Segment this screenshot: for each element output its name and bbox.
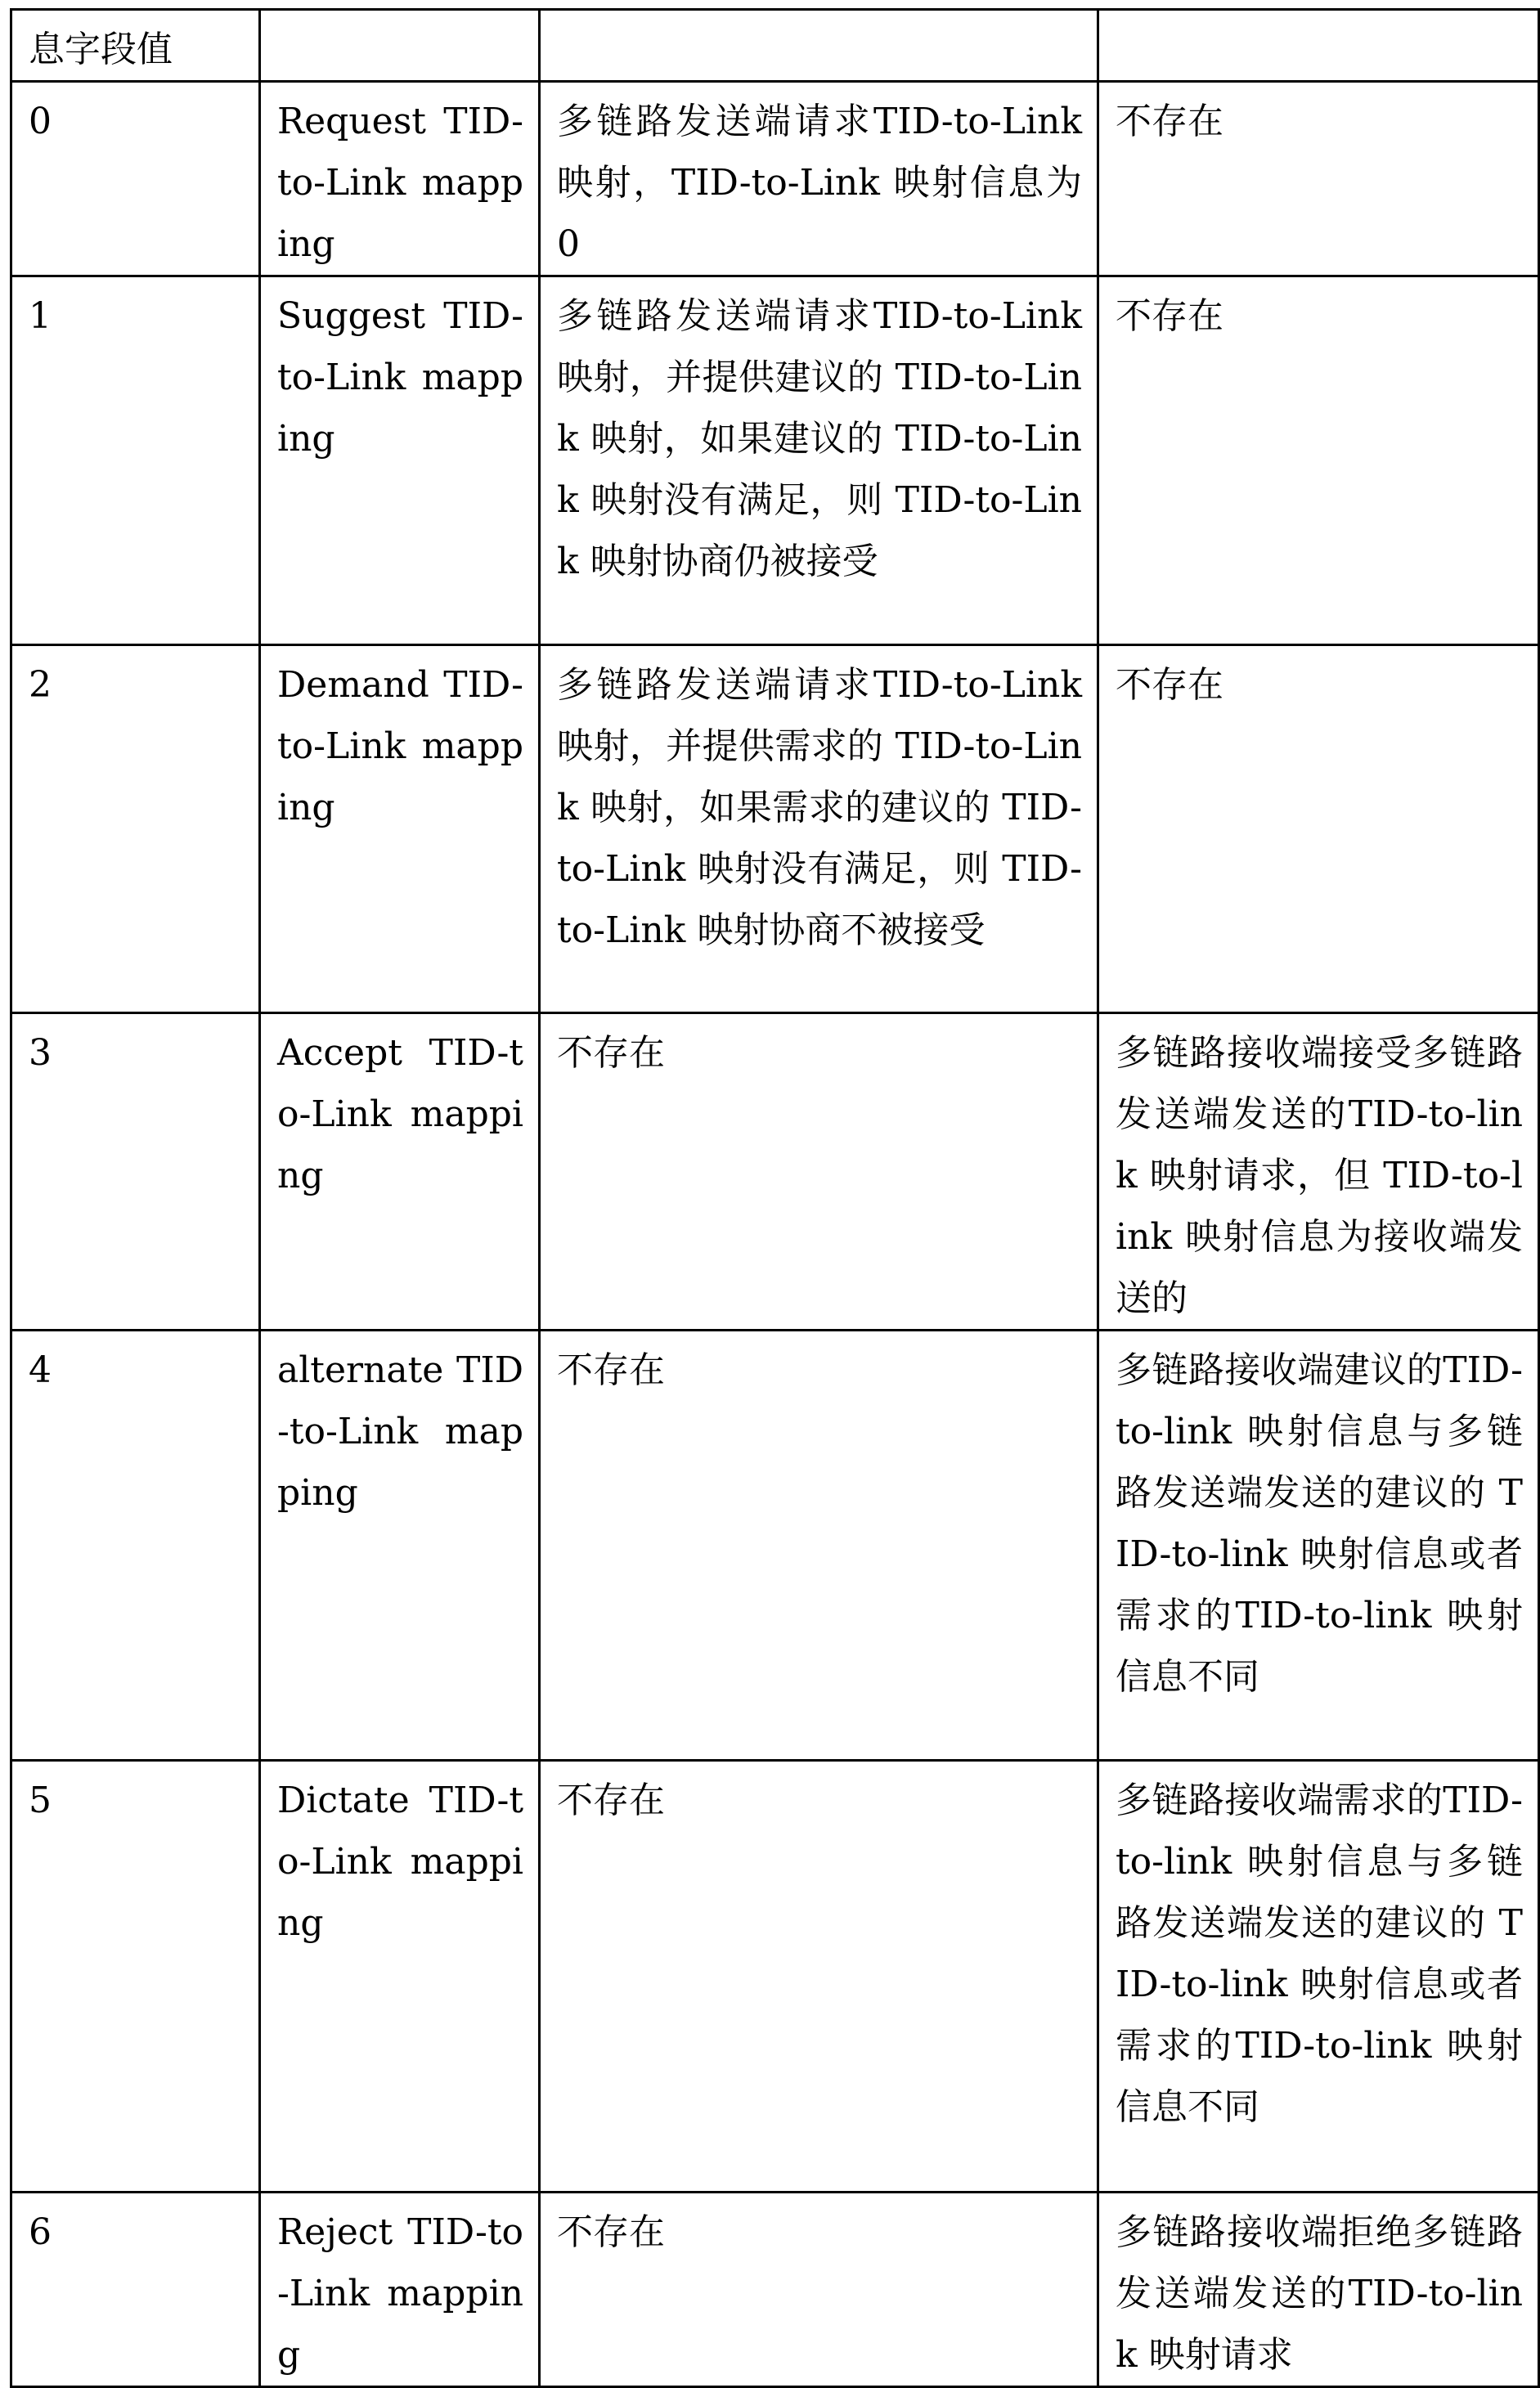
sender-cell: 多链路发送端请求TID-to-Link 映射，并提供建议的 TID-to-Link 映射，如果建议的 TID-to-Link 映射没有满足，则 TID-to-Link 映射协商仍被接受 [540,276,1098,645]
sender-cell: 多链路发送端请求TID-to-Link 映射，TID-to-Link 映射信息为 0 [540,82,1098,276]
name-cell: Dictate TID-to-Link mapping [260,1761,540,2193]
name-cell: Suggest TID-to-Link mapping [260,276,540,645]
name-cell: Accept TID-to-Link mapping [260,1013,540,1331]
receiver-cell: 不存在 [1098,82,1539,276]
tid-to-link-table [10,8,1540,2388]
sender-cell: 不存在 [540,1761,1098,2193]
header-cell: 息字段值 [11,10,260,82]
sender-cell: 多链路发送端请求TID-to-Link 映射，并提供需求的 TID-to-Link 映射，如果需求的建议的 TID-to-Link 映射没有满足，则 TID-to-Link 映射协商不被接受 [540,645,1098,1013]
receiver-cell: 多链路接收端建议的TID-to-link 映射信息与多链路发送端发送的建议的 TID-to-link 映射信息或者需求的TID-to-link 映射信息不同 [1098,1331,1539,1761]
table-row [11,82,1539,276]
name-cell: alternate TID-to-Link mapping [260,1331,540,1761]
receiver-cell: 多链路接收端接受多链路发送端发送的TID-to-link 映射请求，但 TID-to-link 映射信息为接收端发送的 [1098,1013,1539,1331]
sender-cell: 不存在 [540,1013,1098,1331]
value-cell: 0 [11,82,260,276]
name-cell: Request TID-to-Link mapping [260,82,540,276]
sender-cell: 不存在 [540,2193,1098,2387]
receiver-cell: 多链路接收端需求的TID-to-link 映射信息与多链路发送端发送的建议的 TID-to-link 映射信息或者需求的TID-to-link 映射信息不同 [1098,1761,1539,2193]
header-cell [540,10,1098,82]
receiver-cell: 多链路接收端拒绝多链路发送端发送的TID-to-link 映射请求 [1098,2193,1539,2387]
sender-cell: 不存在 [540,1331,1098,1761]
value-cell: 6 [11,2193,260,2387]
name-cell: Demand TID-to-Link mapping [260,645,540,1013]
table-header-row [11,10,1539,82]
header-cell [1098,10,1539,82]
table-row [11,276,1539,645]
value-cell: 4 [11,1331,260,1761]
table-row [11,1331,1539,1761]
table-row [11,2193,1539,2387]
value-cell: 3 [11,1013,260,1331]
header-cell [260,10,540,82]
value-cell: 1 [11,276,260,645]
table-row [11,1013,1539,1331]
value-cell: 2 [11,645,260,1013]
table-row [11,645,1539,1013]
table-row [11,1761,1539,2193]
receiver-cell: 不存在 [1098,645,1539,1013]
value-cell: 5 [11,1761,260,2193]
name-cell: Reject TID-to-Link mapping [260,2193,540,2387]
receiver-cell: 不存在 [1098,276,1539,645]
